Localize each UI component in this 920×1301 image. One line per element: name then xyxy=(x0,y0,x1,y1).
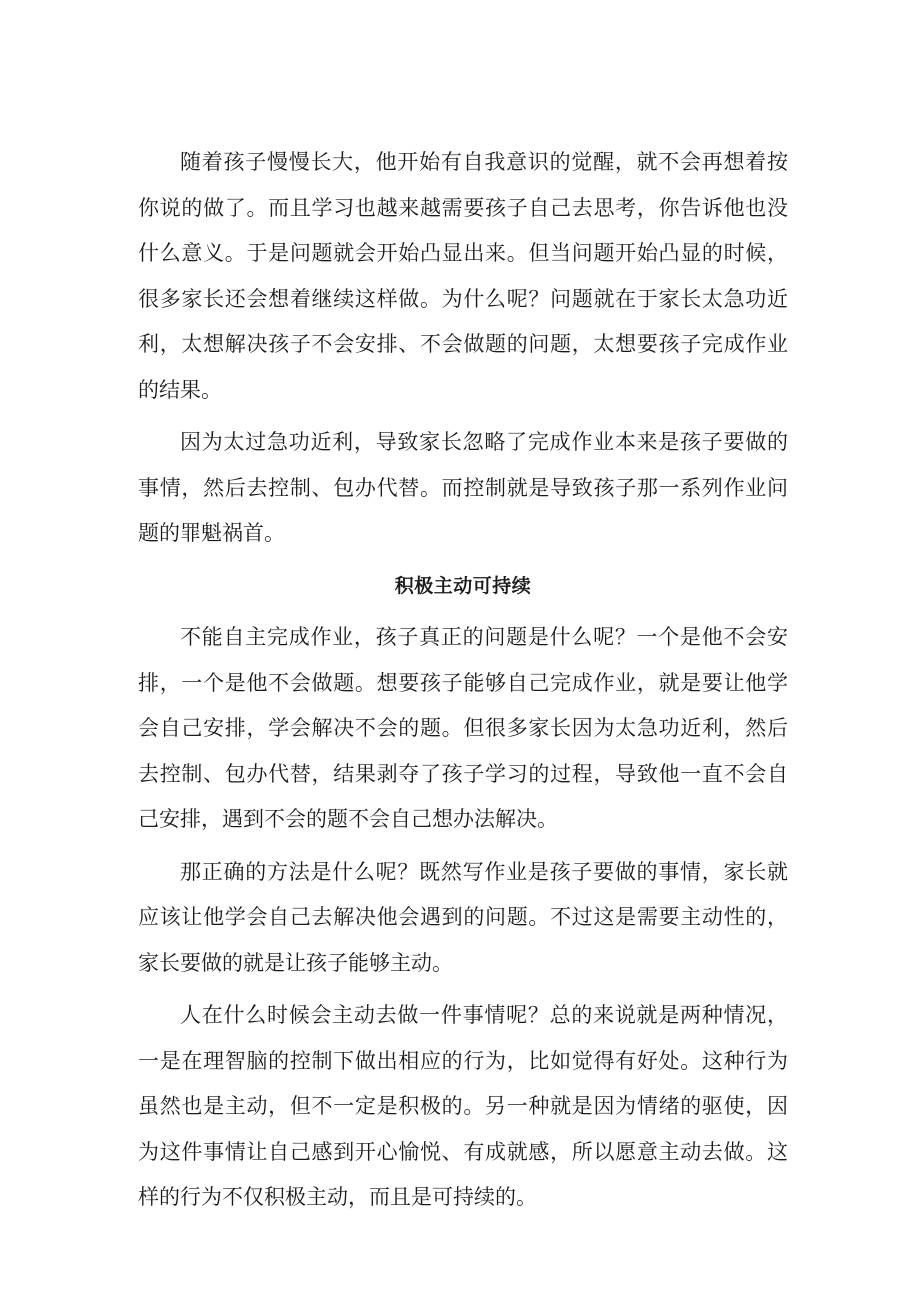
paragraph-2: 因为太过急功近利，导致家长忽略了完成作业本来是孩子要做的事情，然后去控制、包办代替。而控制就是导致孩子那一系列作业问题的罪魁祸首。 xyxy=(138,430,788,545)
paragraph-3: 不能自主完成作业，孩子真正的问题是什么呢？一个是他不会安排，一个是他不会做题。想要孩子能够自己完成作业，就是要让他学会自己安排，学会解决不会的题。但很多家长因为太急功近利，然后去控制、包办代替，结果剥夺了孩子学习的过程，导致他一直不会自己安排，遇到不会的题不会自己想办法解决。 xyxy=(138,625,788,831)
paragraph-4: 那正确的方法是什么呢？既然写作业是孩子要做的事情，家长就应该让他学会自己去解决他会遇到的问题。不过这是需要主动性的，家长要做的就是让孩子能够主动。 xyxy=(138,859,788,975)
section-heading: 积极主动可持续 xyxy=(394,574,532,597)
paragraph-1: 随着孩子慢慢长大，他开始有自我意识的觉醒，就不会再想着按你说的做了。而且学习也越来越需要孩子自己去思考，你告诉他也没什么意义。于是问题就会开始凸显出来。但当问题开始凸显的时候，很多家长还会想着继续这样做。为什么呢？问题就在于家长太急功近利，太想解决孩子不会安排、不会做题的问题，太想要孩子完成作业的结果。 xyxy=(138,150,788,402)
paragraph-5: 人在什么时候会主动去做一件事情呢？总的来说就是两种情况，一是在理智脑的控制下做出相应的行为，比如觉得有好处。这种行为虽然也是主动，但不一定是积极的。另一种就是因为情绪的驱使，因为这件事情让自己感到开心愉悦、有成就感，所以愿意主动去做。这样的行为不仅积极主动，而且是可持续的。 xyxy=(138,1003,788,1209)
document-body xyxy=(138,140,788,1228)
